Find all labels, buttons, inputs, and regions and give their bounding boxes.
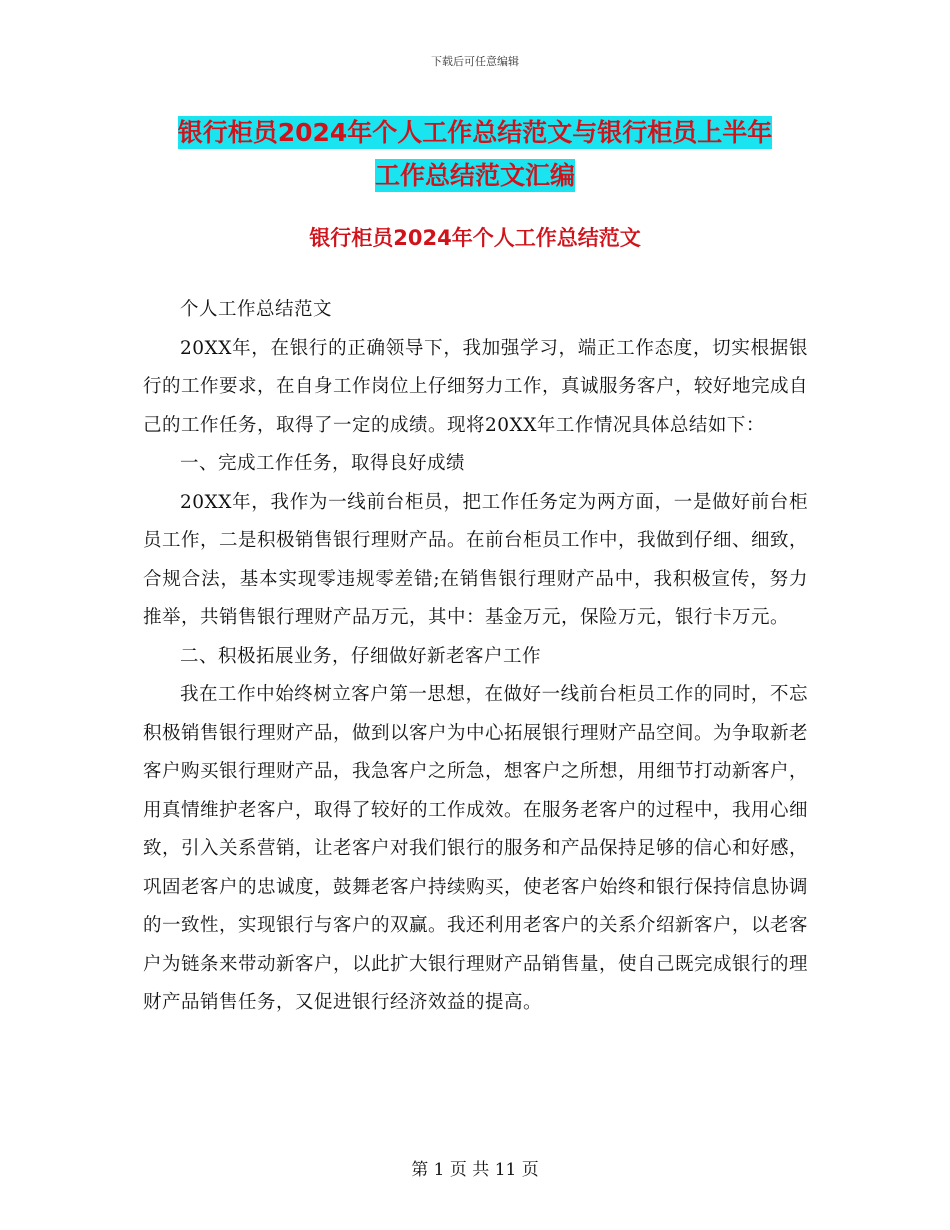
page-footer: 第 1 页 共 11 页 (411, 1160, 539, 1180)
paragraph-section-1: 20XX年，我作为一线前台柜员，把工作任务定为两方面，一是做好前台柜员工作，二是积极销售银行理财产品。在前台柜员工作中，我做到仔细、细致，合规合法，基本实现零违规零差错;在销售银行理财产品中，我积极宣传，努力推举，共销售银行理财产品万元，其中：基金万元，保险万元，银行卡万元。 (143, 491, 809, 628)
paragraph-heading-2: 二、积极拓展业务，仔细做好新老客户工作 (180, 645, 542, 667)
document-title-line-1 (0, 113, 950, 149)
document-title-text-2: 工作总结范文汇编 (374, 161, 575, 190)
header-note: 下载后可任意编辑 (431, 55, 519, 68)
paragraph-subtitle: 个人工作总结范文 (180, 299, 333, 320)
document-title-line-2 (0, 156, 950, 192)
document-title-text-1: 银行柜员2024年个人工作总结范文与银行柜员上半年 (177, 118, 773, 147)
paragraph-heading-1: 一、完成工作任务，取得良好成绩 (180, 453, 466, 474)
paragraph-intro: 20XX年，在银行的正确领导下，我加强学习，端正工作态度，切实根据银行的工作要求，在自身工作岗位上仔细努力工作，真诚服务客户，较好地完成自己的工作任务，取得了一定的成绩。现将20XX年工作情况具体总结如下： (143, 337, 809, 436)
paragraph-section-2: 我在工作中始终树立客户第一思想，在做好一线前台柜员工作的同时，不忘积极销售银行理财产品，做到以客户为中心拓展银行理财产品空间。为争取新老客户购买银行理财产品，我急客户之所急，想客户之所想，用细节打动新客户，用真情维护老客户，取得了较好的工作成效。在服务老客户的过程中，我用心细致，引入关系营销，让老客户对我们银行的服务和产品保持足够的信心和好感，巩固老客户的忠诚度，鼓舞老客户持续购买，使老客户始终和银行保持信息协调的一致性，实现银行与客户的双赢。我还利用老客户的关系介绍新客户，以老客户为链条来带动新客户，以此扩大银行理财产品销售量，使自己既完成银行的理财产品销售任务，又促进银行经济效益的提高。 (143, 684, 809, 1013)
document-body (143, 291, 808, 1023)
section-title: 银行柜员2024年个人工作总结范文 (309, 226, 641, 250)
